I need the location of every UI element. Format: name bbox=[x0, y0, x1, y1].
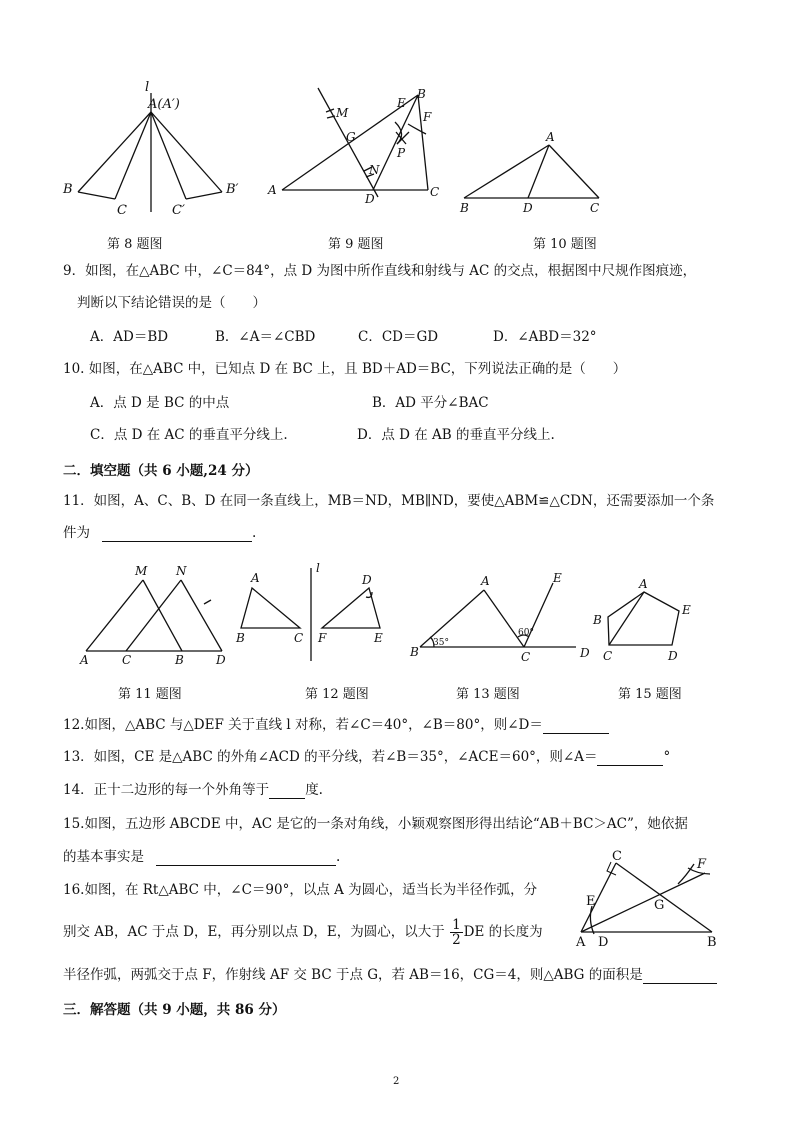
q16-line3-row bbox=[63, 966, 717, 984]
fig12-label-a: A bbox=[251, 571, 260, 585]
fig16-label-g: G bbox=[654, 898, 665, 913]
fig15-label-b: B bbox=[593, 613, 602, 627]
q16-line2b: DE 的长度为 bbox=[463, 924, 543, 940]
fig9-label-m: M bbox=[336, 106, 349, 120]
fig13-label-a: A bbox=[481, 574, 490, 588]
fig11-label-b: B bbox=[175, 653, 184, 667]
fig8-caption: 第 8 题图 bbox=[107, 237, 163, 252]
q10-option-c: C．点 D 在 AC 的垂直平分线上. bbox=[90, 427, 288, 443]
fig12-label-f: F bbox=[318, 631, 327, 645]
q15-line2: 的基本事实是 bbox=[63, 849, 144, 865]
fig9-caption: 第 9 题图 bbox=[328, 237, 384, 252]
q13-text: 13．如图，CE 是△ABC 的外角∠ACD 的平分线，若∠B＝35°，∠ACE＝60°，则∠A＝ bbox=[63, 749, 598, 765]
q12-row bbox=[63, 716, 609, 734]
q16-frac-num: 1 bbox=[452, 917, 461, 933]
fig10-label-b: B bbox=[460, 201, 469, 215]
fig16-label-a: A bbox=[576, 935, 586, 950]
fig12-label-l: l bbox=[316, 561, 320, 575]
q10-line1: 10. 如图，在△ABC 中，已知点 D 在 BC 上，且 BD＋AD＝BC，下列说法正确的是（ ） bbox=[63, 361, 627, 377]
q13-unit: ° bbox=[663, 749, 671, 765]
fig12-label-b: B bbox=[236, 631, 245, 645]
q10-option-a: A．点 D 是 BC 的中点 bbox=[90, 395, 230, 411]
fig8-label-b-prime: B′ bbox=[226, 182, 239, 197]
q15-line2-row bbox=[63, 848, 340, 866]
fig11-label-n: N bbox=[176, 564, 187, 578]
q14-text: 14．正十二边形的每一个外角等于 bbox=[63, 782, 270, 798]
q13-row bbox=[63, 748, 670, 766]
fig9-label-c: C bbox=[430, 185, 440, 199]
q16-answer-blank[interactable] bbox=[643, 969, 717, 984]
fig13-label-e: E bbox=[553, 571, 562, 585]
fig15-label-a: A bbox=[639, 577, 648, 591]
fig11-caption: 第 11 题图 bbox=[118, 687, 182, 702]
q15-line1: 15.如图，五边形 ABCDE 中，AC 是它的一条对角线，小颖观察图形得出结论“AB＋BC＞AC”，她依据 bbox=[63, 816, 688, 832]
q11-line1: 11．如图，A、C、B、D 在同一条直线上，MB＝ND，MB∥ND，要使△ABM≌△CDN，还需要添加一个条 bbox=[63, 493, 715, 509]
fig12-caption: 第 12 题图 bbox=[305, 687, 369, 702]
fig11-label-m: M bbox=[135, 564, 148, 578]
fig16-label-b: B bbox=[707, 935, 717, 950]
section-3-heading: 三．解答题（共 9 小题，共 86 分） bbox=[63, 1002, 286, 1018]
fig13-label-b: B bbox=[410, 645, 419, 659]
fig10-label-c: C bbox=[590, 201, 600, 215]
fig8-label-b: B bbox=[63, 182, 73, 197]
q11-line2-row bbox=[63, 524, 256, 542]
fig12-label-d: D bbox=[362, 573, 372, 587]
q9-line2: 判断以下结论错误的是（ ） bbox=[77, 295, 266, 311]
q11-period: . bbox=[252, 525, 257, 541]
fig9-label-a: A bbox=[268, 183, 277, 197]
fig16-label-e: E bbox=[586, 894, 596, 909]
fig10-label-d: D bbox=[523, 201, 533, 215]
q11-line2: 件为 bbox=[63, 525, 90, 541]
q10-option-d: D．点 D 在 AB 的垂直平分线上. bbox=[357, 427, 555, 443]
fig15-label-e: E bbox=[682, 603, 691, 617]
q14-row bbox=[63, 781, 323, 799]
q12-text: 12.如图，△ABC 与△DEF 关于直线 l 对称，若∠C＝40°，∠B＝80°，则∠D＝ bbox=[63, 717, 543, 733]
q10-option-b: B．AD 平分∠BAC bbox=[372, 395, 489, 411]
q9-line1: 9．如图，在△ABC 中，∠C＝84°，点 D 为图中所作直线和射线与 AC 的交点，根据图中尺规作图痕迹， bbox=[63, 263, 697, 279]
fig15-label-d: D bbox=[668, 649, 678, 663]
fig11-label-c: C bbox=[122, 653, 132, 667]
fig11-label-d: D bbox=[216, 653, 226, 667]
fig15-label-c: C bbox=[603, 649, 613, 663]
fig16-label-c: C bbox=[612, 849, 622, 864]
q12-answer-blank[interactable] bbox=[543, 719, 609, 734]
q9-option-c: C．CD＝GD bbox=[358, 329, 439, 345]
fig9-label-p: P bbox=[397, 146, 406, 160]
fig13-label-c: C bbox=[521, 650, 531, 664]
q15-answer-blank[interactable] bbox=[156, 851, 336, 866]
fig15-caption: 第 15 题图 bbox=[618, 687, 682, 702]
fig8-label-l: l bbox=[145, 80, 150, 95]
fig11-label-a: A bbox=[80, 653, 89, 667]
q14-unit: 度. bbox=[305, 782, 323, 798]
fig13-angle-60: 60° bbox=[518, 628, 534, 638]
q9-option-b: B．∠A＝∠CBD bbox=[215, 329, 316, 345]
q14-answer-blank[interactable] bbox=[269, 784, 305, 799]
fig9-label-f: F bbox=[423, 110, 432, 124]
fig10-caption: 第 10 题图 bbox=[533, 237, 597, 252]
fig12-label-c: C bbox=[294, 631, 304, 645]
fig8-label-a: A(A′) bbox=[148, 97, 180, 112]
fig10-label-a: A bbox=[546, 130, 555, 144]
q16-line3: 半径作弧，两弧交于点 F，作射线 AF 交 BC 于点 G，若 AB＝16，CG＝4，则△ABG 的面积是 bbox=[63, 967, 643, 983]
q16-line2-row bbox=[63, 918, 543, 947]
fig8-label-c-prime: C′ bbox=[172, 203, 185, 218]
q16-line2a: 别交 AB，AC 于点 D，E，再分别以点 D，E，为圆心，以大于 bbox=[63, 924, 445, 940]
fig16-label-d: D bbox=[598, 935, 609, 950]
q13-answer-blank[interactable] bbox=[597, 751, 663, 766]
fig12-label-e: E bbox=[374, 631, 383, 645]
q9-option-a: A．AD＝BD bbox=[90, 329, 169, 345]
q15-end: . bbox=[336, 849, 341, 865]
q16-fraction bbox=[450, 918, 463, 947]
q16-frac-den: 2 bbox=[452, 932, 461, 948]
fig8-label-c: C bbox=[117, 203, 127, 218]
section-2-heading: 二．填空题（共 6 小题,24 分） bbox=[63, 463, 259, 479]
fig9-label-g: G bbox=[346, 130, 356, 144]
q11-answer-blank[interactable] bbox=[102, 527, 252, 542]
fig13-caption: 第 13 题图 bbox=[456, 687, 520, 702]
q9-option-d: D．∠ABD＝32° bbox=[493, 329, 597, 345]
fig9-label-n: N bbox=[369, 163, 380, 177]
fig9-label-d: D bbox=[365, 192, 375, 206]
fig9-label-b: B bbox=[417, 87, 426, 101]
fig13-angle-35: 35° bbox=[433, 638, 449, 648]
fig13-label-d: D bbox=[580, 646, 590, 660]
fig9-label-e: E bbox=[397, 96, 406, 110]
fig16-label-f: F bbox=[697, 857, 707, 872]
page-number: 2 bbox=[393, 1076, 400, 1087]
q16-line1: 16.如图，在 Rt△ABC 中，∠C＝90°，以点 A 为圆心，适当长为半径作弧，分 bbox=[63, 882, 538, 898]
